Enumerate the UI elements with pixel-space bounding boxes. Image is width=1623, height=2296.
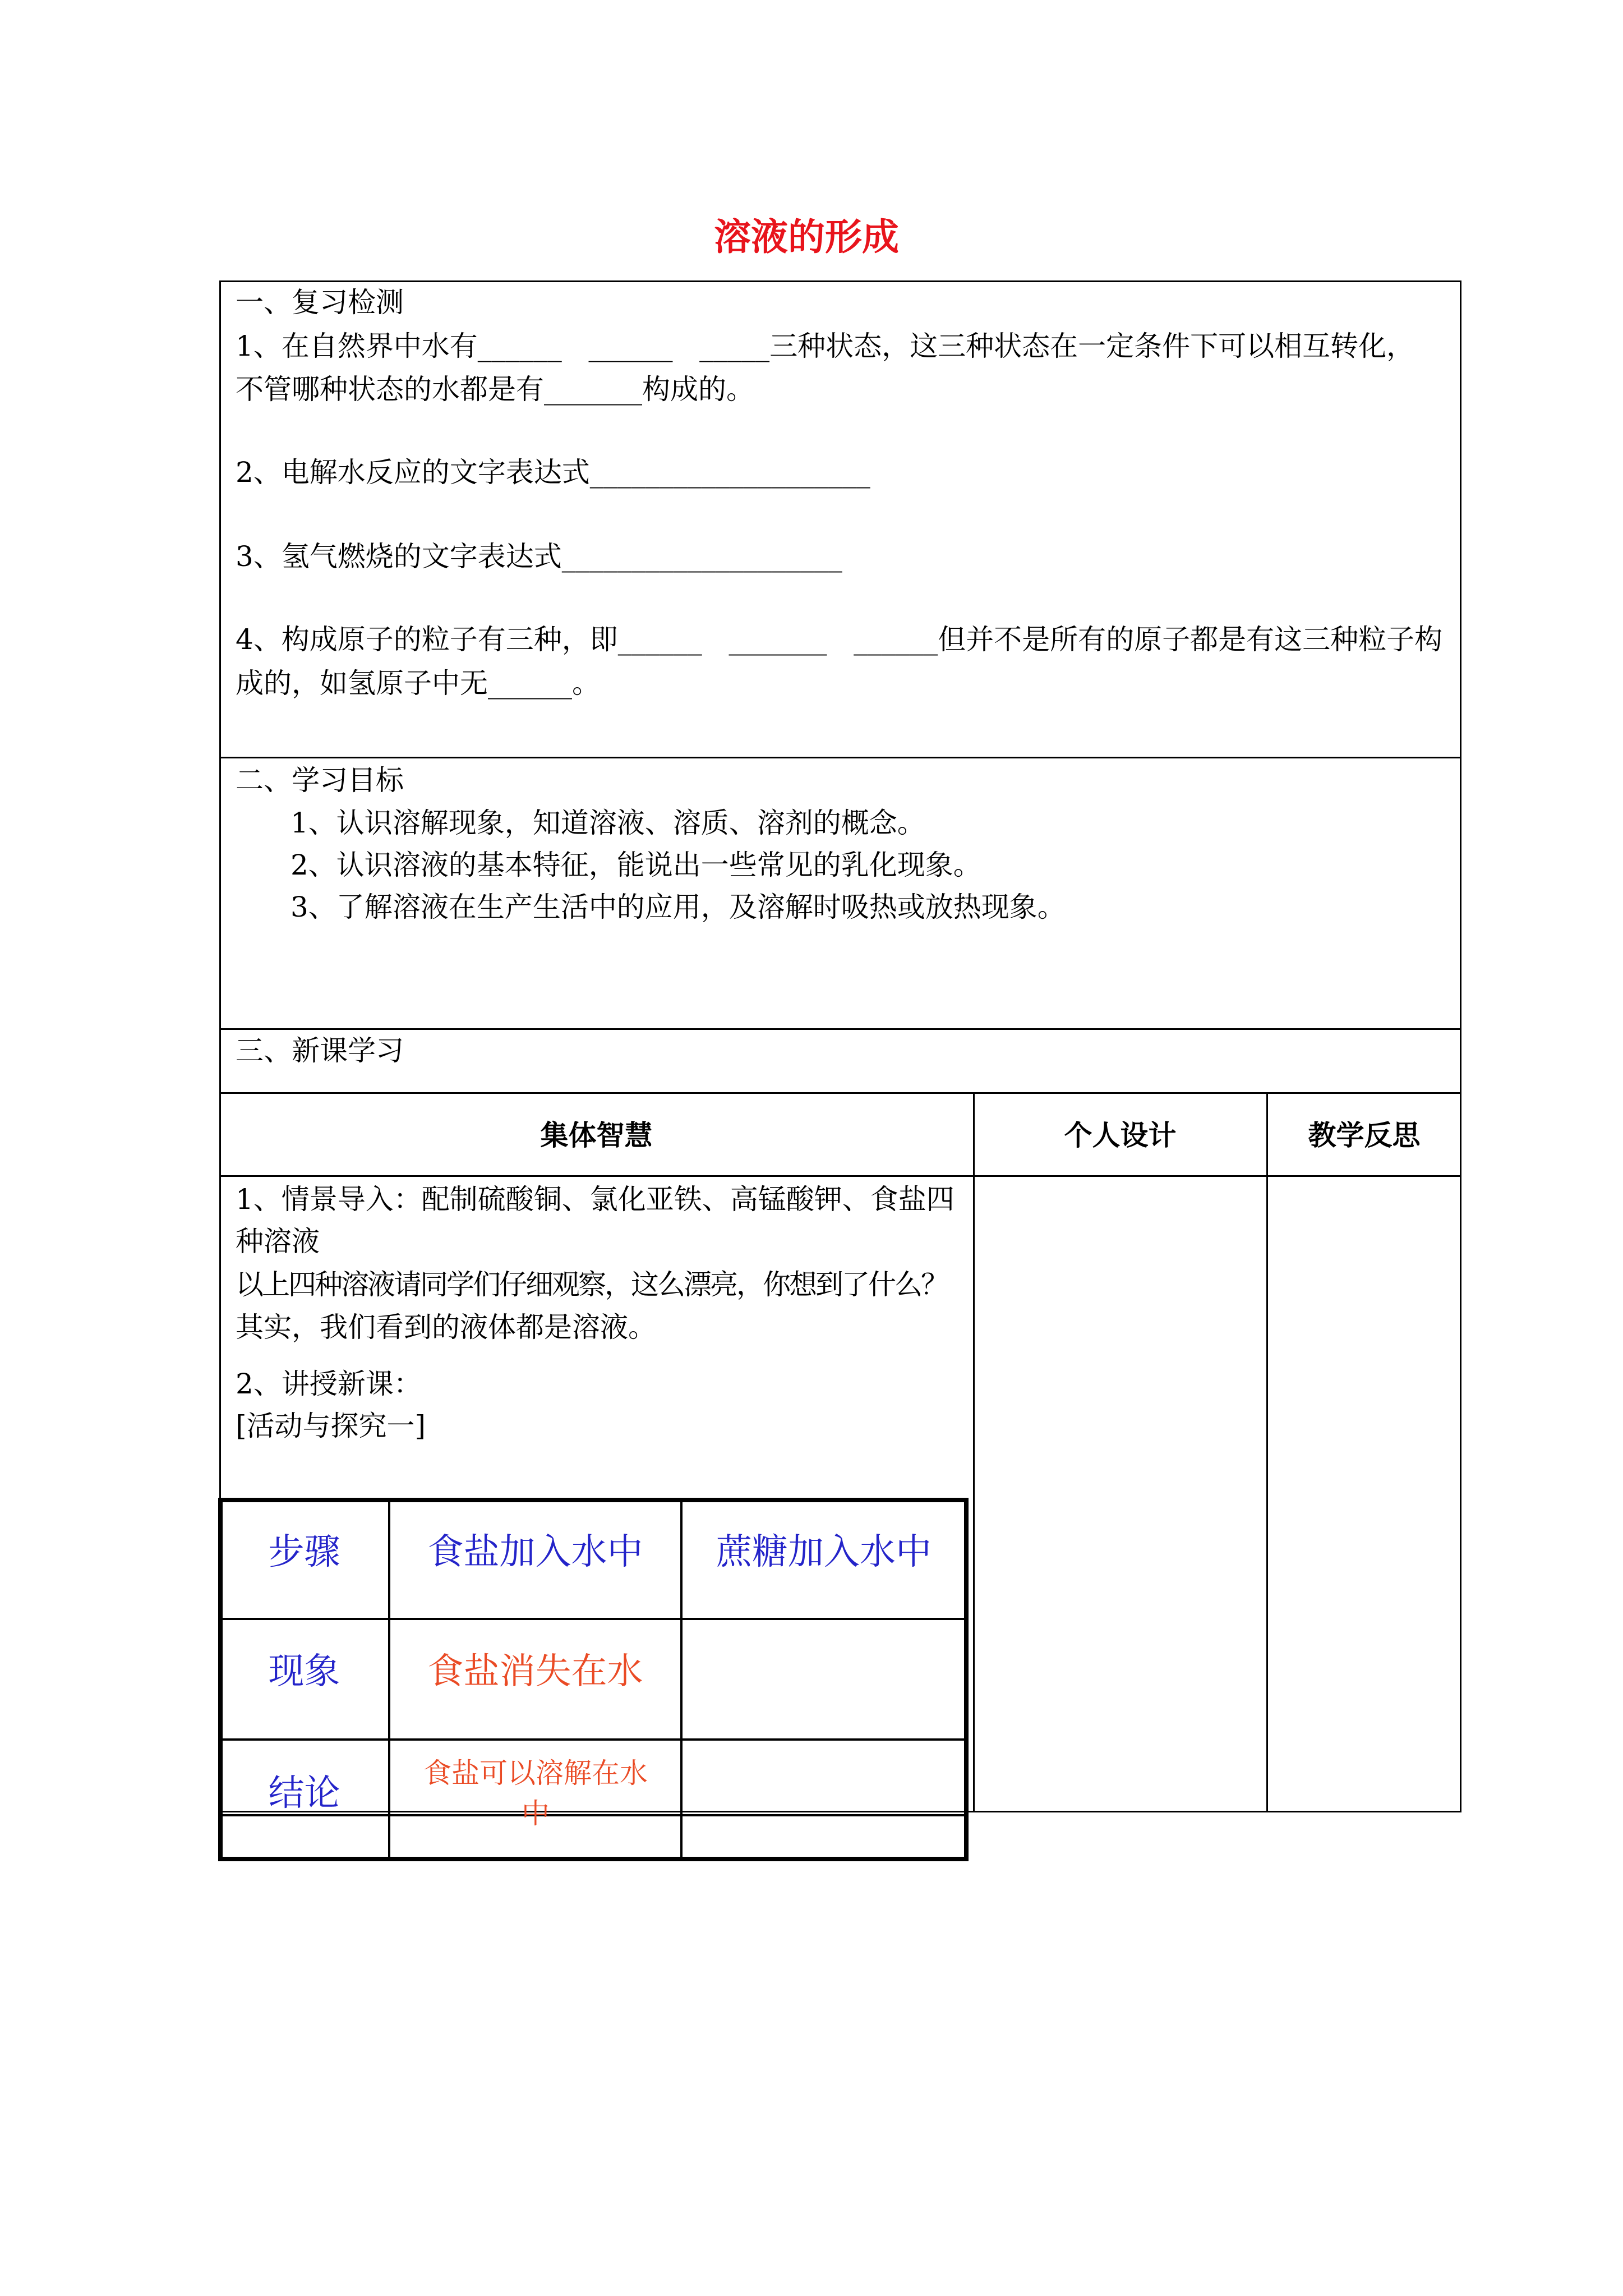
review-line: 不管哪种状态的水都是有_______构成的。 bbox=[236, 373, 754, 406]
objectives-heading: 二、学习目标 bbox=[236, 764, 404, 797]
content-line: [活动与探究一] bbox=[236, 1410, 426, 1442]
table-rule bbox=[973, 1092, 975, 1812]
content-line: 1、情景导入：配制硫酸铜、氯化亚铁、高锰酸钾、食盐四 bbox=[236, 1183, 955, 1216]
review-line: 2、电解水反应的文字表达式____________________ bbox=[236, 456, 870, 489]
table-rule bbox=[219, 1738, 967, 1741]
table-rule bbox=[1266, 1092, 1268, 1812]
column-header-reflection: 教学反思 bbox=[1308, 1119, 1421, 1152]
activity-label-phenomenon: 现象 bbox=[268, 1651, 340, 1692]
table-rule bbox=[219, 757, 1461, 758]
table-rule bbox=[219, 1175, 1461, 1177]
new-lesson-heading: 三、新课学习 bbox=[236, 1034, 404, 1067]
objective-item: 1、认识溶解现象，知道溶液、溶质、溶剂的概念。 bbox=[291, 807, 925, 839]
table-rule bbox=[219, 1618, 967, 1620]
review-line: 4、构成原子的粒子有三种，即______ _______ ______但并不是所有的原子都是有这三种粒子构 bbox=[236, 623, 1443, 656]
objective-item: 2、认识溶液的基本特征，能说出一些常见的乳化现象。 bbox=[291, 849, 981, 881]
table-rule bbox=[219, 1092, 1461, 1094]
review-line: 1、在自然界中水有______ ______ _____三种状态，这三种状态在一定条件下可以相互转化， bbox=[236, 330, 1415, 362]
content-line: 其实，我们看到的液体都是溶液。 bbox=[236, 1311, 656, 1343]
activity-label-step: 步骤 bbox=[268, 1531, 340, 1573]
activity-cell-salt-conclusion: 食盐可以溶解在水中 bbox=[423, 1757, 648, 1830]
review-heading: 一、复习检测 bbox=[236, 286, 404, 319]
column-header-collective: 集体智慧 bbox=[540, 1119, 653, 1152]
activity-label-conclusion: 结论 bbox=[268, 1773, 340, 1814]
page-title: 溶液的形成 bbox=[714, 215, 899, 259]
table-rule bbox=[219, 1028, 1461, 1030]
activity-cell-salt: 食盐加入水中 bbox=[427, 1531, 643, 1573]
content-line: 种溶液 bbox=[236, 1225, 320, 1258]
content-line: 2、讲授新课： bbox=[236, 1368, 422, 1400]
column-header-personal: 个人设计 bbox=[1064, 1119, 1177, 1152]
review-line: 3、氢气燃烧的文字表达式____________________ bbox=[236, 540, 842, 573]
activity-cell-salt-phenomenon: 食盐消失在水 bbox=[427, 1651, 643, 1692]
activity-cell-sugar: 蔗糖加入水中 bbox=[716, 1531, 932, 1573]
objective-item: 3、了解溶液在生产生活中的应用，及溶解时吸热或放热现象。 bbox=[291, 891, 1066, 923]
review-line: 成的，如氢原子中无______。 bbox=[236, 667, 600, 700]
content-line: 以上四种溶液请同学们仔细观察，这么漂亮，你想到了什么？ bbox=[236, 1268, 947, 1301]
